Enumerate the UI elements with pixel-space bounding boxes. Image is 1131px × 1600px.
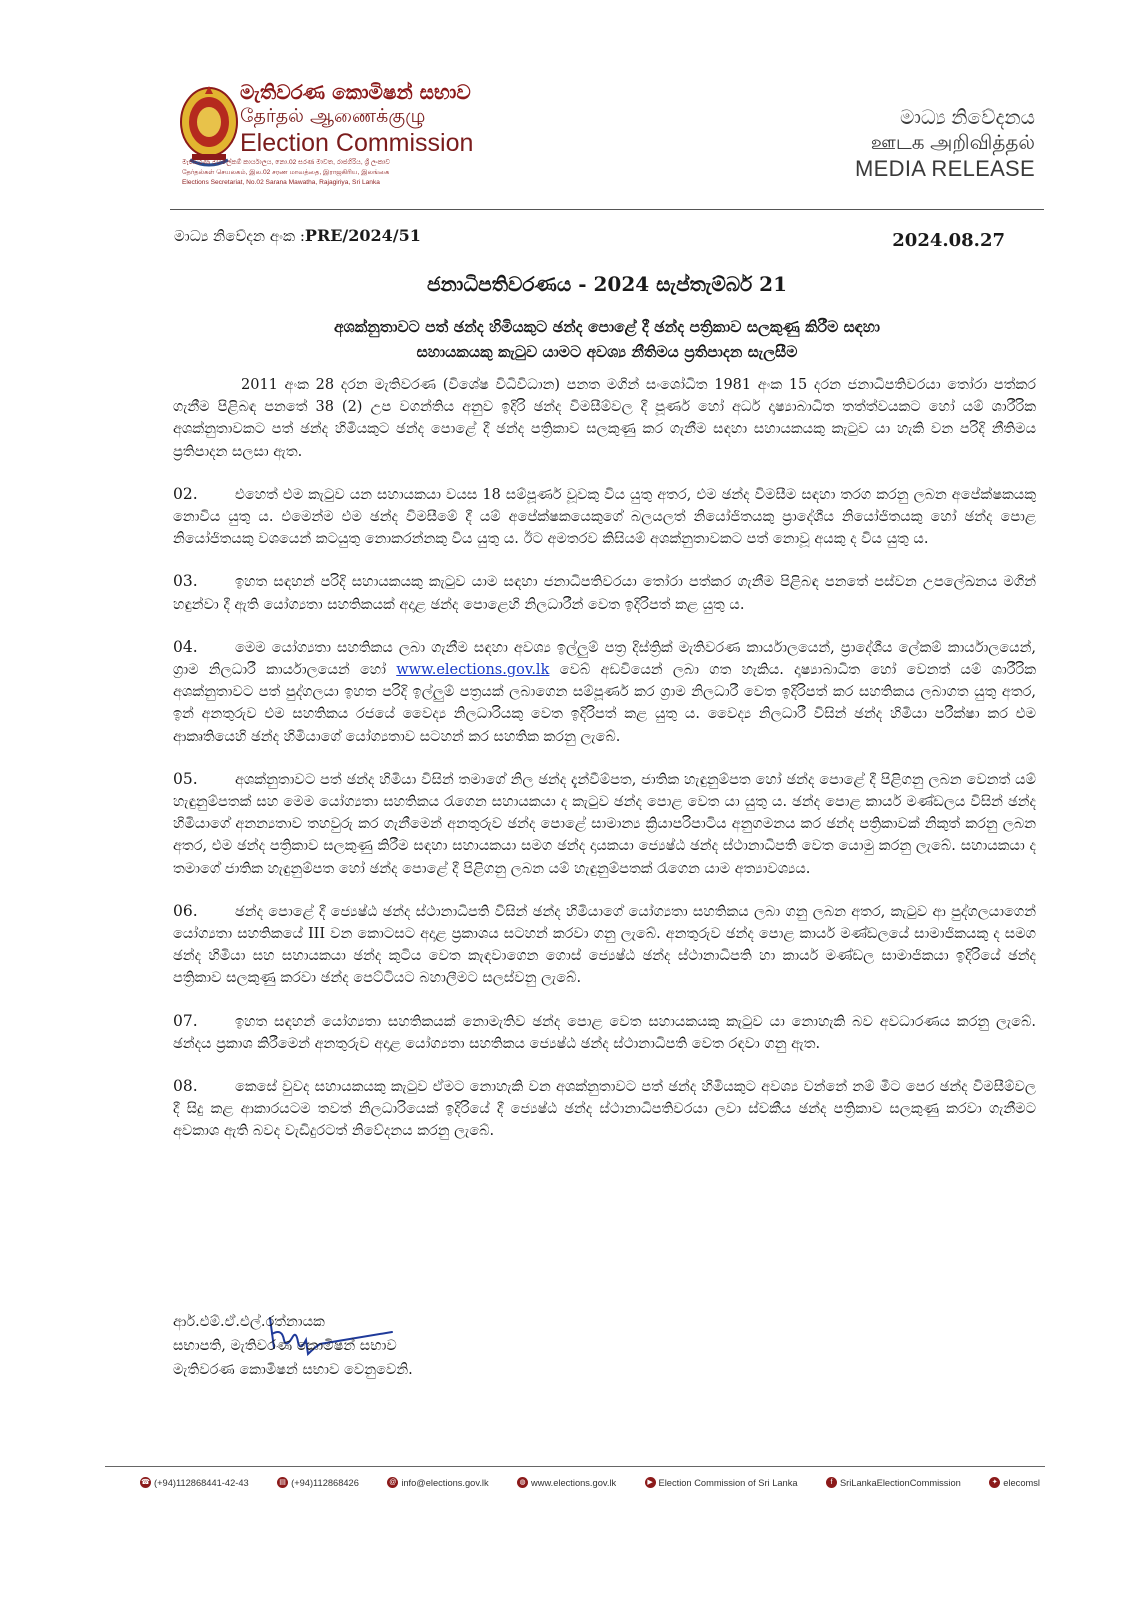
footer-phone: ☎ (+94)112868441-42-43 — [141, 1477, 249, 1488]
paragraph-text: අශක්නුතාවට පත් ඡන්ද හිමියා විසින් තමාගේ නිල ඡන්ද දැන්වීම්පත, ජාතික හැඳුනුම්පත හෝ ඡන්ද පොළේ දී පිළිගනු ලබන වෙනත් යම් හැඳුනුම්පතක් සහ මෙම යෝග්‍යතා සහතිකය රැගෙන සහායකයා ද කැටුව ඡන්ද පොළ වෙත යා යුතු ය. ඡන්ද පොළ කාර්ය මණ්ඩලය විසින් ඡන්ද හිමියාගේ අනන්‍යතාව තහවුරු කර ගැනීමෙන් අනතුරුව ඡන්ද පොළේ සාමාන්‍ය ක්‍රියාපරිපාටිය අනුගමනය කර ඡන්ද පත්‍රිකාවක් නිකුත් කරනු ලබන අතර, එම ඡන්ද පත්‍රිකාව සලකුණු කිරීම සඳහා සහායකයා සමග ඡන්ද දායකයා ජ්‍යෙෂ්ඨ ඡන්ද ස්ථානාධිපති වෙත යොමු කරනු ලැබේ. සහායකයා ද තමාගේ ජාතික හැඳුනුම්පත හෝ ඡන්ද පොළේ දී පිළිගනු ලබන යම් හැඳුනුම්පතක් රැගෙන යාම අත්‍යාවශ්‍යය. — [173, 771, 1036, 877]
footer-youtube[interactable]: ▶ Election Commission of Sri Lanka — [645, 1477, 798, 1488]
footer-fax: ▤ (+94)112868426 — [277, 1477, 359, 1488]
paragraph-2 — [173, 483, 1036, 551]
org-name-sinhala: මැතිවරණ කොමිෂන් සභාව — [240, 80, 471, 104]
paragraph-text: ඉහත සඳහන් යෝග්‍යතා සහතිකයක් නොමැතිව ඡන්ද පොළ වෙත සහායකයකු කැටුව යා නොහැකි බව අවධාරණය කරනු ලැබේ. ඡන්දය ප්‍රකාශ කිරීමෙන් අනතුරුව අදාළ යෝග්‍යතා සහතිකය ජ්‍යෙෂ්ඨ ඡන්ද ස්ථානාධිපති වෙත රඳවා ගනු ඇත. — [173, 1013, 1036, 1052]
address-sinhala: මැතිවරණ මහලේකම් කාර්යාලය, නො.02 සරණ මාවත, රාජගිරිය, ශ්‍රී ලංකාව — [182, 159, 391, 166]
footer-email[interactable]: @ info@elections.gov.lk — [389, 1477, 489, 1488]
paragraph-number: 06. — [173, 901, 198, 920]
release-body — [173, 374, 1036, 1163]
subtitle-line-1: අශක්නුතාවට පත් ඡන්ද හිමියකුට ඡන්ද පොළේ දී ඡන්ද පත්‍රිකාව සලකුණු කිරීම සඳහා — [333, 317, 881, 336]
elections-website-link[interactable]: www.elections.gov.lk — [396, 662, 550, 679]
media-release-sinhala: මාධ්‍ය නිවේදනය — [899, 107, 1035, 129]
paragraph-number: 03. — [173, 572, 198, 591]
paragraph-6 — [173, 900, 1036, 990]
media-release-label — [855, 106, 1035, 181]
twitter-icon: ✦ — [989, 1477, 1000, 1488]
document-subtitle — [170, 314, 1044, 364]
email-icon: @ — [389, 1479, 397, 1486]
header-divider — [170, 209, 1044, 210]
paragraph-3 — [173, 570, 1036, 615]
release-date: 2024.08.27 — [892, 230, 1005, 251]
globe-icon: ◍ — [517, 1477, 528, 1488]
media-release-tamil: ஊடக அறிவித்தல் — [870, 132, 1035, 154]
signatory-block — [173, 1310, 413, 1382]
paragraph-5 — [173, 768, 1036, 880]
paragraph-text: වෙබ් අඩවියෙන් ලබා ගත හැකිය. දෘෂ්‍යාබාධිත හෝ වෙනත් යම් ශාරීරික අශක්නුතාවට පත් පුද්ගලයා ඉහත පරිදි ඉල්ලුම් පත්‍රයක් ලබාගෙන සම්පූර්ණ කර ග්‍රාම නිලධාරී වෙත ඉදිරිපත් කර සහතිකය ලබාගත යුතු අතර, ඉන් අනතුරුව එම සහතිකය රජයේ වෛද්‍ය නිලධාරියකු වෙත ඉදිරිපත් කළ යුතු ය. වෛද්‍ය නිලධාරී විසින් ඡන්ද හිමියා පරීක්ෂා කර එම ආකෘතියෙහි ඡන්ද හිමියාගේ යෝග්‍යතාව සටහන් කර සහතික කරනු ලැබේ. — [173, 662, 1037, 745]
footer-facebook[interactable]: f SriLankaElectionCommission — [826, 1477, 961, 1488]
paragraph-text: එහෙත් එම කැටුව යන සහායකයා වයස 18 සම්පූර්ණ වූවකු විය යුතු අතර, එම ඡන්ද විමසීම සඳහා තරග කරනු ලබන අපේක්ෂකයකු නොවිය යුතු ය. එමෙන්ම එම ඡන්ද විමසීමේ දී යම් අපේක්ෂකයෙකුගේ බලයලත් නියෝජිතයකු ප්‍රාදේශීය නියෝජිතයකු හෝ ඡන්ද පොළ නියෝජිතයකු වශයෙන් කටයුතු නොකරන්නකු විය යුතු ය. ඊට අමතරව කිසියම් අශක්නුතාවකට පත් නොවූ අයකු ද විය යුතු ය. — [173, 486, 1036, 548]
release-reference — [174, 226, 421, 245]
paragraph-text: ඡන්ද පොළේ දී ජ්‍යෙෂ්ඨ ඡන්ද ස්ථානාධිපති විසින් ඡන්ද හිමියාගේ යෝග්‍යතා සහතිකය ලබා ගනු ලබන අතර, කැටුව ආ පුද්ගලයාගෙන් යෝග්‍යතා සහතිකයේ III වන කොටසට අදාළ ප්‍රකාශය සටහන් කරවා ගනු ලැබේ. අනතුරුව ඡන්ද පොළ කාර්ය මණ්ඩලයේ සාමාජිකයකු ද සමග ඡන්ද හිමියා සහ සහායකයා ඡන්ද කුටිය වෙත කැඳවාගෙන ගොස් ජ්‍යෙෂ්ඨ ඡන්ද ස්ථානාධිපති හා කාර්ය මණ්ඩල සාමාජිකයා ඉදිරියේ ඡන්ද පත්‍රිකාව සලකුණු කරවා ඡන්ද පෙට්ටියට බහාලීමට සලස්වනු ලැබේ. — [173, 903, 1036, 987]
organisation-name — [240, 80, 520, 158]
document-title: ජනාධිපතිවරණය - 2024 සැප්තැම්බර් 21 — [427, 272, 787, 296]
address-english: Elections Secretariat, No.02 Sarana Mawatha, Rajagiriya, Sri Lanka — [182, 179, 380, 186]
paragraph-number: 08. — [173, 1077, 198, 1096]
paragraph-number: 02. — [173, 484, 198, 503]
signatory-on-behalf: මැතිවරණ කොමිෂන් සභාව වෙනුවෙනි. — [173, 1362, 413, 1378]
paragraph-1: 2011 අංක 28 දරන මැතිවරණ (විශේෂ විධිවිධාන) පනත මගින් සංශෝධිත 1981 අංක 15 දරන ජනාධිපතිවරයා තෝරා පත්කර ගැනීම පිළිබඳ පනතේ 38 (2) උප වගන්තිය අනුව ඉදිරි ඡන්ද විමසීම්වල දී පූර්ණ හෝ අර්ධ දෘෂ්‍යාබාධිත තත්ත්වයකට හෝ යම් ශාරීරික අශක්නුතාවකට පත් ඡන්ද හිමියකුට ඡන්ද පොළේ දී ඡන්ද පත්‍රිකාව සලකුණු කර ගැනීම සඳහා සහායකයකු කැටුව යා හැකි වන පරිදි නීතිමය ප්‍රතිපාදන සලසා ඇත. — [173, 377, 1036, 460]
address-tamil: தேர்தல்கள் செயலகம், இல.02 சரண மாவத்தை, இராஜகிரிய, இலங்கை — [182, 169, 390, 176]
paragraph-text: කෙසේ වුවද සහායකයකු කැටුව ඒමට නොහැකි වන අශක්නුතාවට පත් ඡන්ද හිමියකුට අවශ්‍ය වන්නේ නම් මීට පෙර ඡන්ද විමසීම්වල දී සිදු කළ ආකාරයටම තවත් නිලධාරියෙක් ඉදිරියේ දී ජ්‍යෙෂ්ඨ ඡන්ද ස්ථානාධිපතිවරයා ලවා ස්වකීය ඡන්ද පත්‍රිකාව සලකුණු කරවා ගැනීමට අවකාශ ඇති බවද වැඩිදුරටත් නිවේදනය කරනු ලැබේ. — [173, 1079, 1036, 1140]
subtitle-line-2: සහායකයකු කැටුව යාමට අවශ්‍ය නීතිමය ප්‍රතිපාදන සැලසීම — [416, 342, 798, 361]
media-release-english: MEDIA RELEASE — [855, 156, 1035, 181]
org-name-tamil: தேர்தல் ஆணைக்குழு — [240, 105, 426, 127]
org-name-english: Election Commission — [240, 129, 474, 157]
paragraph-7 — [173, 1010, 1036, 1055]
phone-icon: ☎ — [141, 1479, 150, 1486]
reference-number: PRE/2024/51 — [304, 226, 421, 245]
reference-label: මාධ්‍ය නිවේදන අංක : — [174, 227, 305, 245]
paragraph-8 — [173, 1075, 1036, 1143]
paragraph-text: මෙම යෝග්‍යතා සහතිකය ලබා ගැනීම සඳහා අවශ්‍ය ඉල්ලුම් පත්‍ර දිස්ත්‍රික් මැතිවරණ කාර්යාලයෙන්, ප්‍රාදේශීය ලේකම් කාර්යාලයෙන්, ග්‍රාම නිලධාරී කාර්යාලයෙන් හෝ — [173, 639, 1036, 679]
footer-twitter[interactable]: ✦ elecomsl — [989, 1477, 1040, 1488]
youtube-icon: ▶ — [645, 1477, 656, 1488]
paragraph-4 — [173, 636, 1036, 748]
paragraph-number: 07. — [173, 1011, 198, 1030]
secretariat-address — [182, 158, 502, 188]
paragraph-number: 04. — [173, 637, 198, 656]
footer-website[interactable]: ◍ www.elections.gov.lk — [517, 1477, 616, 1488]
footer-divider — [105, 1466, 1045, 1467]
facebook-icon: f — [826, 1477, 837, 1488]
paragraph-number: 05. — [173, 769, 198, 788]
signatory-title: සභාපති, මැතිවරණ කොමිෂන් සභාව — [173, 1338, 397, 1354]
fax-icon: ▤ — [277, 1477, 288, 1488]
paragraph-text: ඉහත සඳහන් පරිදි සහායකයකු කැටුව යාම සඳහා ජනාධිපතිවරයා තෝරා පත්කර ගැනීම පිළිබඳ පනතේ පස්වන උපලේඛනය මගින් හඳුන්වා දී ඇති යෝග්‍යතා සහතිකයක් අදාළ ඡන්ද පොළෙහි නිලධාරීන් වෙත ඉදිරිපත් කළ යුතු ය. — [173, 574, 1036, 613]
contact-footer — [140, 1477, 1040, 1488]
signatory-name: ආර්.එම්.ඒ.එල්.රත්නායක — [173, 1314, 325, 1330]
